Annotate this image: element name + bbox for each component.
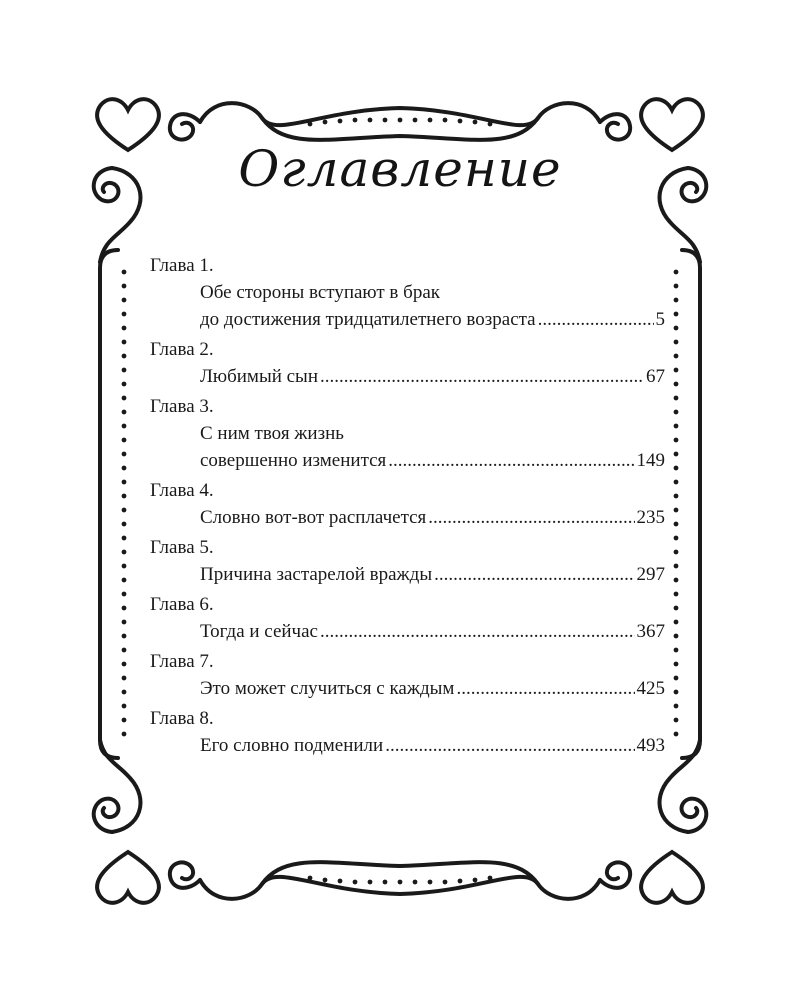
top-dotted-line xyxy=(308,118,493,127)
chapter-label: Глава 3. xyxy=(150,396,214,417)
page-number: 235 xyxy=(636,507,665,528)
right-dotted-line xyxy=(674,270,679,737)
chapter-title-row xyxy=(150,363,665,390)
page-number: 67 xyxy=(646,366,665,387)
toc-chapter-5[interactable] xyxy=(150,534,665,588)
toc-chapter-3[interactable] xyxy=(150,393,665,474)
table-of-contents xyxy=(150,252,665,759)
dot-leader xyxy=(456,675,634,702)
left-dotted-line xyxy=(122,270,127,737)
page-number: 493 xyxy=(636,735,665,756)
frame-left-line xyxy=(100,250,118,758)
page-number: 5 xyxy=(655,309,665,330)
heart-icon xyxy=(97,852,159,903)
chapter-title: Это может случиться с каждым xyxy=(200,678,455,699)
chapter-title: Тогда и сейчас xyxy=(200,621,318,642)
chapter-title-row xyxy=(150,561,665,588)
dot-leader xyxy=(428,504,634,531)
chapter-title-row xyxy=(150,504,665,531)
toc-chapter-8[interactable] xyxy=(150,705,665,759)
chapter-label: Глава 8. xyxy=(150,708,214,729)
toc-chapter-1[interactable] xyxy=(150,252,665,333)
chapter-label: Глава 7. xyxy=(150,651,214,672)
left-lower-scroll xyxy=(94,799,119,832)
chapter-title: Любимый сын xyxy=(200,366,318,387)
chapter-title-row xyxy=(150,447,665,474)
chapter-title-row xyxy=(150,675,665,702)
chapter-title-line: Обе стороны вступают в брак xyxy=(200,282,440,303)
page-number: 297 xyxy=(636,564,665,585)
right-lower-scroll xyxy=(682,799,707,832)
chapter-title-row xyxy=(150,732,665,759)
chapter-label: Глава 2. xyxy=(150,339,214,360)
toc-chapter-2[interactable] xyxy=(150,336,665,390)
chapter-title: совершенно изменится xyxy=(200,450,387,471)
chapter-label: Глава 4. xyxy=(150,480,214,501)
chapter-title-row xyxy=(150,618,665,645)
page-title: Оглавление xyxy=(238,140,562,198)
chapter-title: Причина застарелой вражды xyxy=(200,564,433,585)
dot-leader xyxy=(320,618,635,645)
frame-right-line xyxy=(682,250,700,758)
dot-leader xyxy=(434,561,634,588)
dot-leader xyxy=(538,306,654,333)
bottom-dotted-line xyxy=(308,876,493,885)
page-number: 425 xyxy=(636,678,665,699)
chapter-label: Глава 6. xyxy=(150,594,214,615)
dot-leader xyxy=(320,363,644,390)
toc-chapter-7[interactable] xyxy=(150,648,665,702)
chapter-title: Его словно подменили xyxy=(200,735,384,756)
toc-chapter-4[interactable] xyxy=(150,477,665,531)
page-number: 367 xyxy=(636,621,665,642)
chapter-title-row xyxy=(150,306,665,333)
chapter-label: Глава 1. xyxy=(150,255,214,276)
page-number: 149 xyxy=(636,450,665,471)
toc-chapter-6[interactable] xyxy=(150,591,665,645)
dot-leader xyxy=(385,732,634,759)
chapter-title-line: С ним твоя жизнь xyxy=(200,423,344,444)
chapter-label: Глава 5. xyxy=(150,537,214,558)
chapter-title: Словно вот-вот расплачется xyxy=(200,507,427,528)
dot-leader xyxy=(388,447,634,474)
chapter-title: до достижения тридцатилетнего возраста xyxy=(200,309,536,330)
heart-icon xyxy=(641,852,703,903)
